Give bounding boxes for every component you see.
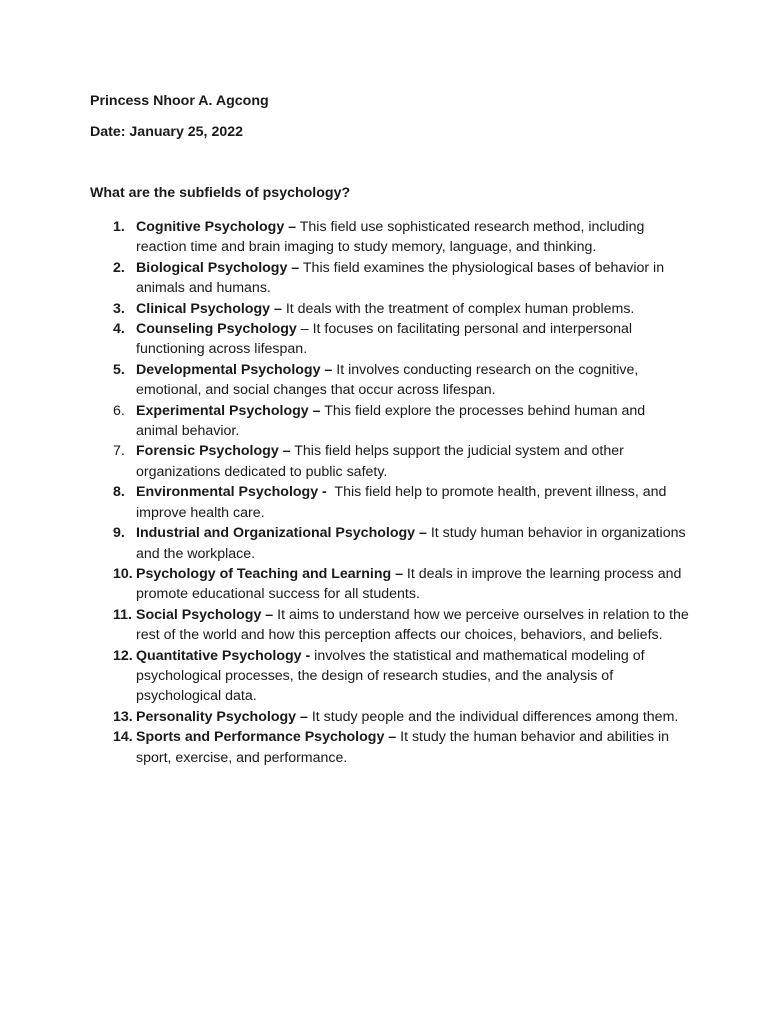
list-item [90,299,690,319]
list-item-body [135,482,690,523]
list-item [90,258,690,299]
list-item-body [135,401,690,442]
list-item-number-text: 11. [113,606,132,623]
list-item-body [135,707,690,727]
list-item [90,564,690,605]
list-item-number-text: 7. [113,443,125,460]
subfield-term: Industrial and Organizational Psychology – [136,525,427,542]
author-name: Princess Nhoor A. Agcong [90,93,269,109]
list-item-number [90,319,135,360]
subfield-term: Sports and Performance Psychology – [136,729,397,746]
list-item-number [90,564,135,605]
list-item-body [135,441,690,482]
list-item [90,646,690,707]
list-item [90,401,690,442]
subfield-description: involves the statistical and mathematical modeling of psychological processes, the design of research studies, and the analysis of psychological data. [136,647,649,705]
subfield-term: Cognitive Psychology – [136,219,297,235]
list-item-body [135,319,690,360]
list-item-number [90,707,135,727]
list-item-number [90,646,135,707]
subfield-term: Environmental Psychology - [136,484,327,501]
list-item-number-text: 8. [113,484,125,501]
list-item-number-text: 6. [113,402,125,419]
list-item [90,217,690,258]
subfield-description: It study the human behavior and abilities in sport, exercise, and performance. [136,729,674,766]
list-item-body [135,646,690,707]
subfield-description: It aims to understand how we perceive ourselves in relation to the rest of the world and how this perception affects our choices, behaviors, and beliefs. [136,606,693,644]
subfield-description: This field use sophisticated research method, including reaction time and brain imaging to study memory, language, and thinking. [136,219,649,256]
list-item-number-text: 10. [113,565,133,582]
subfield-term: Counseling Psychology [136,321,297,338]
subfield-term: Biological Psychology – [136,259,300,276]
list-item [90,727,690,768]
list-item-number-text: 9. [113,525,125,542]
subfield-term: Clinical Psychology – [136,300,282,317]
list-item-number-text: 2. [113,259,125,276]
list-item-body [135,605,693,646]
list-item-number-text: 1. [113,219,125,235]
subfield-list [90,217,693,768]
list-item-body [135,258,690,299]
subfield-description: This field help to promote health, prevent illness, and improve health care. [136,484,671,521]
list-item-number-text: 13. [113,708,133,725]
subfield-description: – It focuses on facilitating personal and interpersonal functioning across lifespan. [136,321,636,358]
list-item-body [135,360,690,401]
list-item-number [90,401,135,442]
question-heading: What are the subfields of psychology? [90,185,351,201]
subfield-description: It deals in improve the learning process and promote educational success for all students. [136,565,686,603]
list-item-number [90,727,135,768]
list-item-number [90,299,135,319]
subfield-term: Personality Psychology – [136,708,308,725]
subfield-description: It deals with the treatment of complex human problems. [281,300,635,317]
list-item-number [90,441,135,482]
subfield-term: Social Psychology – [136,606,274,623]
subfield-term: Forensic Psychology – [136,443,291,460]
list-item [90,482,690,523]
subfield-description: This field explore the processes behind human and animal behavior. [136,402,650,440]
list-item-body [135,523,690,564]
list-item-number [90,360,135,401]
subfield-description: It study people and the individual differences among them. [307,708,679,725]
subfield-term: Experimental Psychology – [136,402,321,419]
list-item-number-text: 12. [113,647,133,664]
list-item [90,441,690,482]
document-date: Date: January 25, 2022 [90,124,244,140]
list-item [90,605,693,646]
list-item-number-text: 14. [113,729,133,746]
list-item-number-text: 4. [113,321,125,338]
list-item [90,707,690,727]
list-item-body [135,727,690,768]
list-item-body [135,299,690,319]
subfield-description: This field examines the physiological bases of behavior in animals and humans. [136,259,669,297]
list-item-number-text: 5. [113,361,125,378]
list-item-number [90,523,135,564]
list-item-number [90,258,135,299]
subfield-term: Quantitative Psychology - [136,647,311,664]
list-item-number-text: 3. [113,300,125,317]
list-item-number [90,482,135,523]
list-item-number [90,605,135,646]
subfield-term: Psychology of Teaching and Learning – [136,565,403,582]
subfield-term: Developmental Psychology – [136,361,333,378]
list-item [90,319,690,360]
list-item [90,360,690,401]
list-item [90,523,690,564]
subfield-description: It involves conducting research on the cognitive, emotional, and social changes that occur across lifespan. [136,361,643,399]
subfield-description: It study human behavior in organizations and the workplace. [136,525,690,562]
subfield-description: This field helps support the judicial system and other organizations dedicated to public safety. [136,443,628,480]
list-item-number [90,217,135,258]
list-item-body [135,217,690,258]
list-item-body [135,564,690,605]
